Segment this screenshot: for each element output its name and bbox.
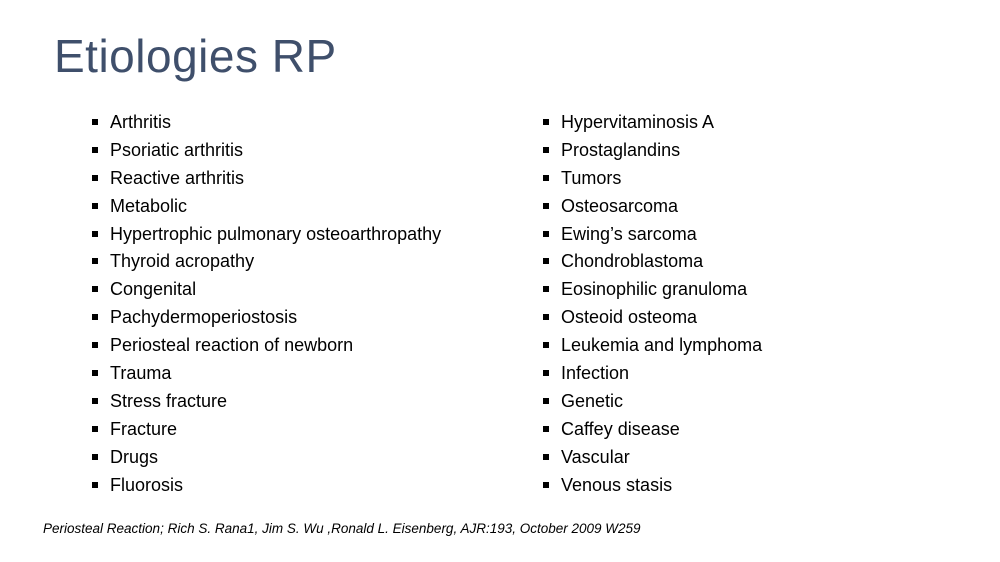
square-bullet-icon (543, 175, 549, 181)
list-item-label: Hypertrophic pulmonary osteoarthropathy (110, 223, 442, 244)
list-item (541, 360, 762, 388)
list-item (90, 276, 441, 304)
list-item-label: Leukemia and lymphoma (561, 335, 763, 356)
list-item-label: Chondroblastoma (561, 251, 704, 272)
list-item-label: Periosteal reaction of newborn (110, 335, 354, 356)
list-item-label: Trauma (110, 363, 172, 384)
square-bullet-icon (92, 426, 98, 432)
list-item-label: Congenital (110, 279, 197, 300)
list-item (90, 472, 441, 500)
square-bullet-icon (92, 231, 98, 237)
list-item (541, 165, 762, 193)
square-bullet-icon (92, 147, 98, 153)
list-item (90, 137, 441, 165)
list-item (541, 109, 762, 137)
list-item (90, 332, 441, 360)
square-bullet-icon (543, 203, 549, 209)
list-item (90, 304, 441, 332)
square-bullet-icon (543, 454, 549, 460)
square-bullet-icon (543, 147, 549, 153)
square-bullet-icon (92, 175, 98, 181)
list-item (541, 193, 762, 221)
list-item-label: Stress fracture (110, 390, 228, 411)
list-item-label: Tumors (561, 167, 622, 188)
list-item-label: Osteoid osteoma (561, 307, 698, 328)
square-bullet-icon (543, 119, 549, 125)
square-bullet-icon (543, 426, 549, 432)
list-item-label: Genetic (561, 390, 624, 411)
square-bullet-icon (92, 370, 98, 376)
square-bullet-icon (543, 370, 549, 376)
square-bullet-icon (92, 258, 98, 264)
square-bullet-icon (543, 231, 549, 237)
list-item (90, 360, 441, 388)
list-item (90, 388, 441, 416)
list-item (90, 221, 441, 249)
square-bullet-icon (92, 342, 98, 348)
list-item-label: Pachydermoperiostosis (110, 307, 298, 328)
square-bullet-icon (543, 342, 549, 348)
square-bullet-icon (92, 314, 98, 320)
list-item (541, 276, 762, 304)
list-item (541, 444, 762, 472)
list-item (541, 332, 762, 360)
list-item (541, 472, 762, 500)
list-item (541, 248, 762, 276)
square-bullet-icon (92, 119, 98, 125)
right-bullet-list (541, 109, 762, 499)
list-item-label: Psoriatic arthritis (110, 139, 244, 160)
square-bullet-icon (92, 203, 98, 209)
square-bullet-icon (543, 258, 549, 264)
list-item (90, 416, 441, 444)
list-item-label: Fluorosis (110, 474, 184, 495)
list-item (90, 248, 441, 276)
square-bullet-icon (92, 286, 98, 292)
list-item-label: Arthritis (110, 112, 172, 132)
list-item (541, 221, 762, 249)
list-item-label: Osteosarcoma (561, 195, 679, 216)
list-item-label: Thyroid acropathy (110, 251, 255, 272)
list-item-label: Metabolic (110, 195, 188, 216)
list-item-label: Prostaglandins (561, 139, 681, 160)
square-bullet-icon (543, 398, 549, 404)
list-item (541, 416, 762, 444)
list-item-label: Eosinophilic granuloma (561, 279, 748, 300)
list-item-label: Hypervitaminosis A (561, 112, 715, 132)
list-item (541, 304, 762, 332)
list-item (90, 165, 441, 193)
list-item-label: Vascular (561, 446, 630, 467)
square-bullet-icon (92, 398, 98, 404)
list-item-label: Infection (561, 363, 630, 384)
square-bullet-icon (92, 454, 98, 460)
list-item (90, 193, 441, 221)
list-item-label: Ewing’s sarcoma (561, 223, 697, 244)
slide-title: Etiologies RP (54, 30, 337, 82)
list-item (90, 109, 441, 137)
list-item-label: Drugs (110, 446, 159, 467)
square-bullet-icon (543, 314, 549, 320)
square-bullet-icon (92, 482, 98, 488)
citation: Periosteal Reaction; Rich S. Rana1, Jim S. Wu ,Ronald L. Eisenberg, AJR:193, October 2009 W259 (43, 521, 641, 536)
list-item-label: Reactive arthritis (110, 167, 245, 188)
list-item-label: Caffey disease (561, 418, 680, 439)
list-item (541, 137, 762, 165)
square-bullet-icon (543, 482, 549, 488)
list-item-label: Venous stasis (561, 474, 673, 495)
left-bullet-list (90, 109, 441, 499)
list-item (90, 444, 441, 472)
square-bullet-icon (543, 286, 549, 292)
list-item-label: Fracture (110, 418, 178, 439)
list-item (541, 388, 762, 416)
